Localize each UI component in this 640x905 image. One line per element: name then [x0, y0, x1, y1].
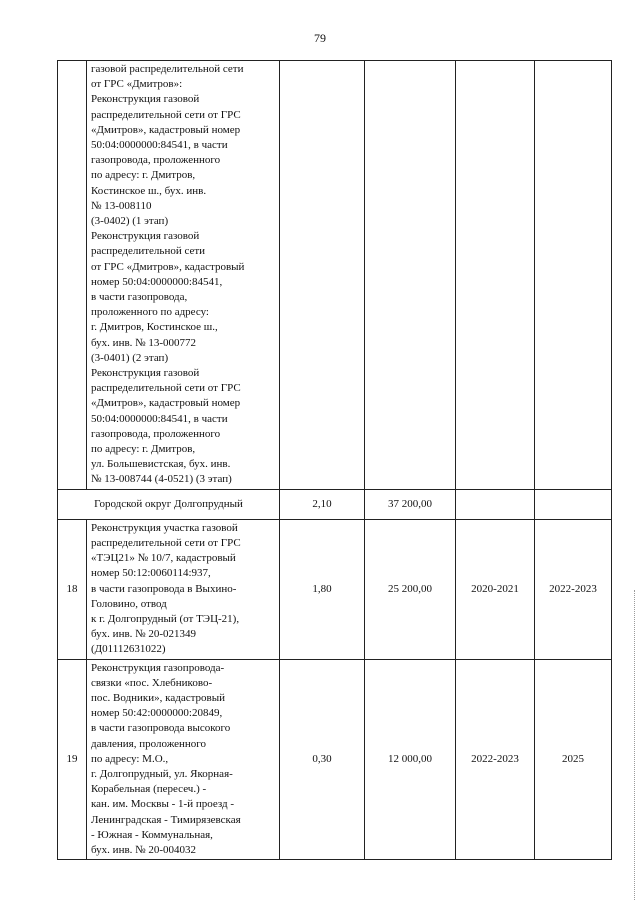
- object-name-line: № 13-008744 (4-0521) (3 этап): [91, 473, 232, 486]
- object-name-line: Головино, отвод: [91, 597, 167, 610]
- row-number-cell: 18: [58, 519, 87, 659]
- object-name-line: ул. Большевистская, бух. инв.: [91, 458, 231, 471]
- object-name-line: в части газопровода высокого: [91, 722, 231, 735]
- object-name-line: № 13-008110: [91, 199, 152, 212]
- object-name-line: связки «пос. Хлебниково-: [91, 676, 213, 689]
- object-name-line: «Дмитров», кадастровый номер: [91, 123, 241, 136]
- district-name-cell: Городской округ Долгопрудный: [58, 489, 280, 519]
- length-cell: 0,30: [280, 659, 365, 860]
- object-name-line: пос. Водники», кадастровый: [91, 691, 225, 704]
- object-name-cell: [87, 659, 280, 860]
- cost-cell: [365, 61, 456, 490]
- object-name-line: по адресу: г. Дмитров,: [91, 443, 196, 456]
- object-name-line: бух. инв. № 20-021349: [91, 628, 197, 641]
- object-name-line: распределительной сети: [91, 245, 206, 258]
- object-name-line: газопровода, проложенного: [91, 154, 221, 167]
- object-name-line: Ленинградская - Тимирязевская: [91, 813, 241, 826]
- object-name-cell: [87, 61, 280, 490]
- length-cell: 1,80: [280, 519, 365, 659]
- object-name-line: от ГРС «Дмитров»:: [91, 78, 183, 91]
- build-period-cell: [535, 61, 612, 490]
- build-period-cell: [535, 489, 612, 519]
- object-name-line: газопровода, проложенного: [91, 427, 221, 440]
- object-name-line: г. Долгопрудный, ул. Якорная-: [91, 767, 233, 780]
- table-row-group: [58, 489, 612, 519]
- object-name-line: в части газопровода в Выхино-: [91, 582, 237, 595]
- cost-cell: 12 000,00: [365, 659, 456, 860]
- object-name-line: распределительной сети от ГРС: [91, 108, 241, 121]
- object-name-line: Реконструкция газовой: [91, 230, 200, 243]
- length-cell: [280, 61, 365, 490]
- object-name-line: давления, проложенного: [91, 737, 207, 750]
- design-period-cell: [456, 61, 535, 490]
- build-period-cell: 2022-2023: [535, 519, 612, 659]
- object-name-line: распределительной сети от ГРС: [91, 536, 241, 549]
- object-name-line: «ТЭЦ21» № 10/7, кадастровый: [91, 552, 236, 565]
- object-name-line: г. Дмитров, Костинское ш.,: [91, 321, 218, 334]
- object-name-line: Реконструкция газовой: [91, 93, 200, 106]
- object-name-line: проложенного по адресу:: [91, 306, 209, 319]
- row-number-cell: 19: [58, 659, 87, 860]
- object-name-line: «Дмитров», кадастровый номер: [91, 397, 241, 410]
- page-number: 79: [314, 31, 326, 45]
- object-name-line: по адресу: г. Дмитров,: [91, 169, 196, 182]
- object-name-line: Реконструкция газовой: [91, 367, 200, 380]
- cost-cell: 25 200,00: [365, 519, 456, 659]
- object-name-line: 50:04:0000000:84541, в части: [91, 139, 228, 152]
- object-name-line: бух. инв. № 20-004032: [91, 843, 197, 856]
- object-name-cell: [87, 519, 280, 659]
- design-period-cell: 2022-2023: [456, 659, 535, 860]
- table-row: [58, 659, 612, 860]
- object-name-line: (3-0401) (2 этап): [91, 351, 169, 364]
- object-name-line: номер 50:42:0000000:20849,: [91, 707, 223, 720]
- build-period-cell: 2025: [535, 659, 612, 860]
- object-name-line: от ГРС «Дмитров», кадастровый: [91, 260, 245, 273]
- object-name-line: газовой распределительной сети: [91, 63, 244, 75]
- design-period-cell: [456, 489, 535, 519]
- row-number-cell: [58, 61, 87, 490]
- object-name-line: (Д01112631022): [91, 643, 166, 656]
- object-name-line: кан. им. Москвы - 1-й проезд -: [91, 798, 235, 811]
- object-name-line: Реконструкция газопровода-: [91, 661, 225, 674]
- object-name-line: - Южная - Коммунальная,: [91, 828, 213, 841]
- object-name-line: 50:04:0000000:84541, в части: [91, 412, 228, 425]
- table-row-continuation: [58, 61, 612, 490]
- object-name-line: распределительной сети от ГРС: [91, 382, 241, 395]
- object-name-line: (3-0402) (1 этап): [91, 215, 169, 228]
- object-name-line: Реконструкция участка газовой: [91, 521, 238, 534]
- design-period-cell: 2020-2021: [456, 519, 535, 659]
- cost-cell: 37 200,00: [365, 489, 456, 519]
- investment-program-table: [57, 60, 612, 860]
- table-row: [58, 519, 612, 659]
- length-cell: 2,10: [280, 489, 365, 519]
- object-name-line: Корабельная (пересеч.) -: [91, 783, 207, 796]
- object-name-line: по адресу: М.О.,: [91, 752, 169, 765]
- object-name-line: номер 50:12:0060114:937,: [91, 567, 211, 580]
- object-name-line: номер 50:04:0000000:84541,: [91, 275, 223, 288]
- scan-edge-mark: [634, 590, 638, 900]
- object-name-line: бух. инв. № 13-000772: [91, 336, 197, 349]
- object-name-line: к г. Долгопрудный (от ТЭЦ-21),: [91, 612, 240, 625]
- object-name-line: в части газопровода,: [91, 291, 188, 304]
- object-name-line: Костинское ш., бух. инв.: [91, 184, 207, 197]
